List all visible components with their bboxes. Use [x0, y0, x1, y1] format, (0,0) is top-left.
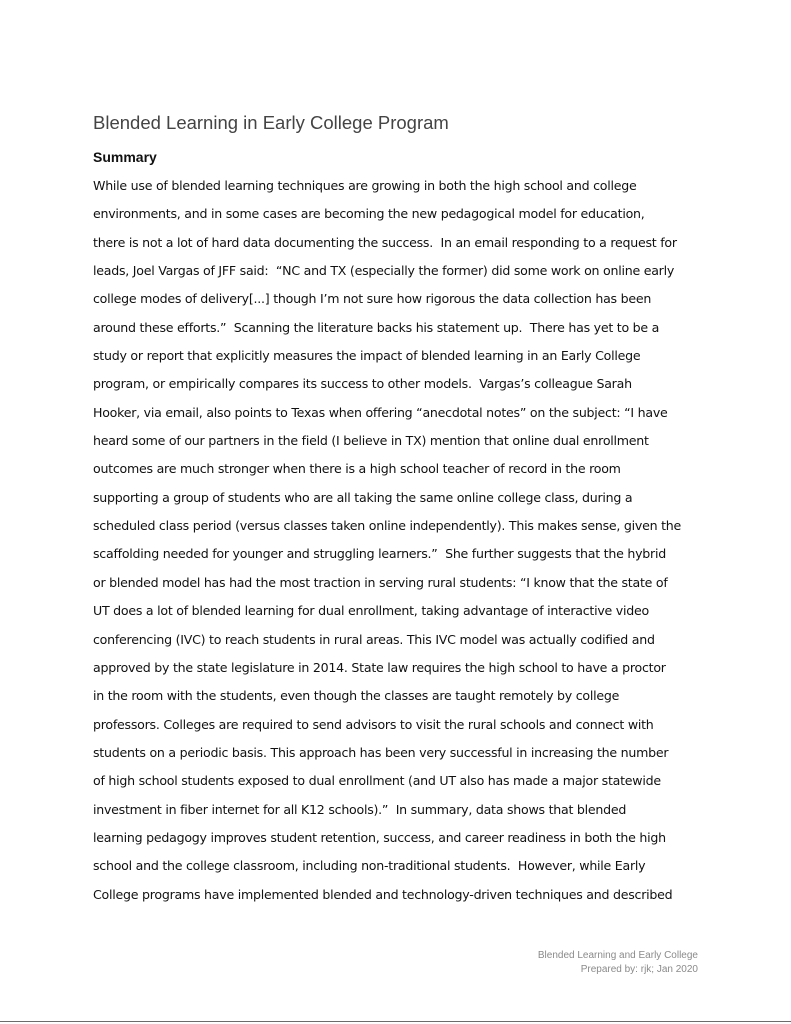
body-text-line: conferencing (IVC) to reach students in rural areas. This IVC model was actually codified and — [93, 631, 655, 647]
body-text-line: heard some of our partners in the field (I believe in TX) mention that online dual enrollment — [93, 433, 649, 449]
body-text-line: scaffolding needed for younger and struggling learners.” She further suggests that the hybrid — [93, 546, 666, 562]
body-text-line: supporting a group of students who are all taking the same online college class, during a — [93, 489, 633, 505]
body-text-line: Hooker, via email, also points to Texas when offering “anecdotal notes” on the subject: “I have — [93, 404, 668, 420]
body-text-line: of high school students exposed to dual enrollment (and UT also has made a major statewide — [93, 773, 661, 789]
body-text-line: professors. Colleges are required to send advisors to visit the rural schools and connect with — [93, 716, 654, 732]
body-text-line: students on a periodic basis. This approach has been very successful in increasing the number — [93, 744, 669, 760]
body-text-line: or blended model has had the most traction in serving rural students: “I know that the state of — [93, 574, 668, 590]
page-bottom-edge — [0, 1021, 791, 1022]
body-text-line: approved by the state legislature in 2014. State law requires the high school to have a proctor — [93, 659, 666, 675]
body-text-line: college modes of delivery[...] though I’m not sure how rigorous the data collection has been — [93, 291, 652, 307]
body-text-line: in the room with the students, even though the classes are taught remotely by college — [93, 688, 620, 704]
body-text-line: outcomes are much stronger when there is a high school teacher of record in the room — [93, 461, 621, 477]
body-text-line: program, or empirically compares its success to other models. Vargas’s colleague Sarah — [93, 376, 632, 392]
body-text-line: leads, Joel Vargas of JFF said: “NC and TX (especially the former) did some work on online early — [93, 263, 675, 279]
body-text-line: around these efforts.” Scanning the literature backs his statement up. There has yet to be a — [93, 319, 660, 335]
body-text-line: there is not a lot of hard data documenting the success. In an email responding to a request for — [93, 234, 677, 250]
section-heading-summary: Summary — [93, 149, 157, 165]
body-text-line: While use of blended learning techniques are growing in both the high school and college — [93, 178, 637, 193]
body-text-line: UT does a lot of blended learning for dual enrollment, taking advantage of interactive video — [93, 603, 649, 619]
body-text-line: College programs have implemented blended and technology-driven techniques and described — [93, 886, 673, 902]
body-text-line: learning pedagogy improves student retention, success, and career readiness in both the high — [93, 829, 666, 845]
footer-document-name: Blended Learning and Early College — [537, 950, 698, 961]
body-text-line: environments, and in some cases are becoming the new pedagogical model for education, — [93, 206, 645, 222]
page-footer — [538, 949, 698, 977]
body-text-line: investment in fiber internet for all K12 schools).” In summary, data shows that blended — [93, 801, 627, 817]
body-text-line: school and the college classroom, including non-traditional students. However, while Early — [93, 858, 646, 874]
body-text-line: study or report that explicitly measures the impact of blended learning in an Early College — [93, 348, 641, 364]
body-text-line: scheduled class period (versus classes taken online independently). This makes sense, given the — [93, 518, 682, 534]
footer-prepared-by: Prepared by: rjk; Jan 2020 — [580, 964, 698, 975]
summary-body-text — [93, 172, 703, 909]
document-title: Blended Learning in Early College Program — [93, 112, 449, 133]
